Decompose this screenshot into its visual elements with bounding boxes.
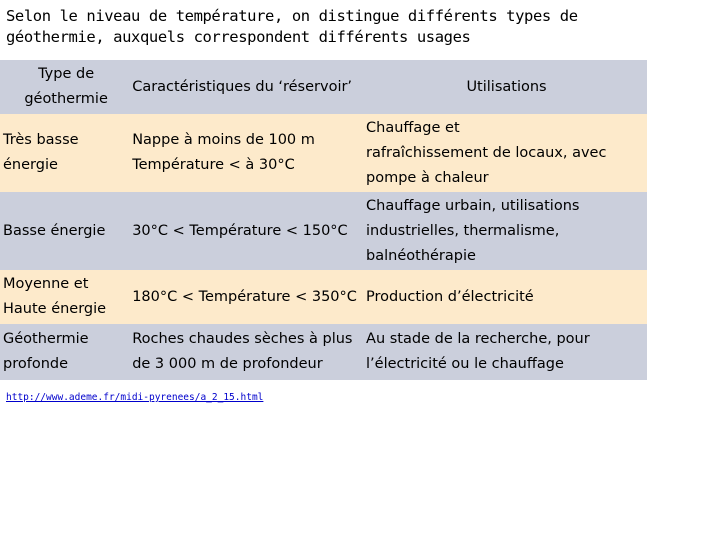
- cell-line: Moyenne et: [3, 276, 89, 292]
- cell-caracteristiques: [129, 324, 363, 380]
- intro-text: [6, 6, 606, 48]
- table-row: [0, 270, 647, 324]
- table-header-row: [0, 60, 647, 114]
- cell-type: [0, 192, 129, 270]
- intro-line-1: Selon le niveau de température, on distingue différents types de: [6, 7, 578, 25]
- cell-line: Nappe à moins de 100 m: [132, 132, 315, 148]
- cell-type: [0, 324, 129, 380]
- source-link[interactable]: http://www.ademe.fr/midi-pyrenees/a_2_15.html: [6, 392, 264, 403]
- header-utilisations: [363, 60, 647, 114]
- cell-type: [0, 114, 129, 192]
- header-caracteristiques-text: Caractéristiques du ‘réservoir’: [132, 78, 353, 95]
- cell-line: 30°C < Température < 150°C: [132, 222, 348, 239]
- header-type-line-1: Type de: [38, 66, 95, 82]
- header-type-line-2: géothermie: [24, 91, 108, 107]
- cell-line: Roches chaudes sèches à plus: [132, 331, 353, 347]
- cell-line: Chauffage et: [366, 119, 460, 136]
- cell-utilisations: [363, 270, 647, 324]
- cell-line: énergie: [3, 157, 58, 173]
- cell-line: Au stade de la recherche, pour: [366, 331, 590, 347]
- cell-line: Très basse: [3, 132, 79, 148]
- table-row: [0, 192, 647, 270]
- cell-utilisations: [363, 114, 647, 192]
- cell-line: 180°C < Température < 350°C: [132, 288, 357, 305]
- table-row: [0, 324, 647, 380]
- cell-line: rafraîchissement de locaux, avec: [366, 144, 607, 161]
- cell-utilisations: [363, 324, 647, 380]
- header-caracteristiques: [129, 60, 363, 114]
- header-type: [0, 60, 129, 114]
- cell-line: l’électricité ou le chauffage: [366, 356, 564, 372]
- cell-caracteristiques: [129, 114, 363, 192]
- cell-line: Haute énergie: [3, 301, 107, 317]
- cell-line: Production d’électricité: [366, 288, 534, 305]
- table-row: [0, 114, 647, 192]
- cell-line: Géothermie: [3, 331, 89, 347]
- cell-line: Température < à 30°C: [132, 157, 295, 173]
- cell-line: pompe à chaleur: [366, 169, 489, 186]
- geothermie-table: [0, 60, 647, 380]
- cell-line: profonde: [3, 356, 69, 372]
- cell-line: balnéothérapie: [366, 247, 476, 264]
- cell-line: de 3 000 m de profondeur: [132, 356, 323, 372]
- cell-line: Chauffage urbain, utilisations: [366, 197, 580, 214]
- cell-caracteristiques: [129, 270, 363, 324]
- cell-line: Basse énergie: [3, 222, 106, 239]
- cell-type: [0, 270, 129, 324]
- header-utilisations-text: Utilisations: [466, 78, 547, 95]
- cell-line: industrielles, thermalisme,: [366, 222, 560, 239]
- intro-line-2: géothermie, auxquels correspondent différents usages: [6, 28, 471, 46]
- cell-caracteristiques: [129, 192, 363, 270]
- cell-utilisations: [363, 192, 647, 270]
